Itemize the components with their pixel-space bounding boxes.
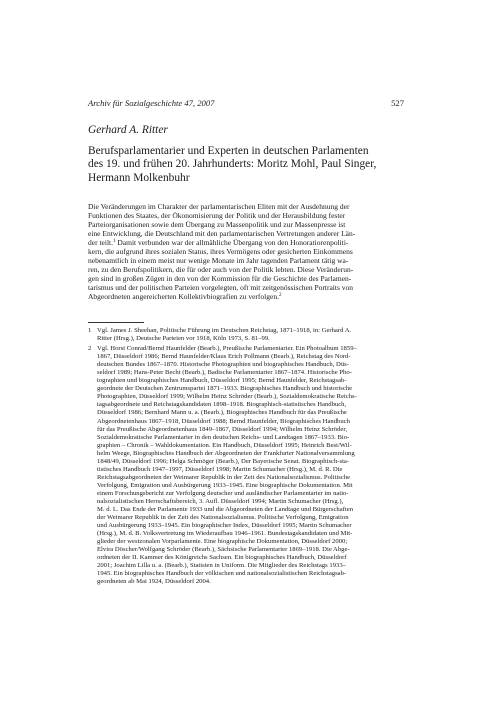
footnote-text: (Hrsg.), M. d. B. Volksvertretung im Wiederaufbau 1946–1961. Bundestagskandidaten und Mit- bbox=[97, 530, 353, 538]
article-title bbox=[88, 145, 406, 185]
title-line: Berufsparlamentarier und Experten in deutschen Parlamenten bbox=[88, 145, 369, 157]
page-number: 527 bbox=[391, 98, 404, 108]
footnote-text: seldorf 1989; Hans-Peter Becht (Bearb.), Badische Parlamentarier 1867–1874. Historische Pho- bbox=[97, 369, 352, 377]
footnote-line bbox=[88, 554, 406, 562]
footnote-line bbox=[88, 385, 406, 393]
footnote-line bbox=[88, 562, 406, 570]
footnote-2 bbox=[88, 345, 406, 586]
footnote-line bbox=[88, 514, 406, 522]
footnote-text: nalsozialistischen Herrschaftsbereich, 3. Aufl. Düsseldorf 1994; Martin Schumacher (Hrsg.), bbox=[97, 497, 344, 505]
footnote-line bbox=[88, 401, 406, 409]
footnote-line bbox=[88, 530, 406, 538]
footnote-line bbox=[88, 361, 406, 369]
body-line bbox=[88, 238, 406, 247]
footnote-text: 1945. Ein biographisches Handbuch der völkischen und nationalsozialistischen Reichstagsab- bbox=[97, 570, 347, 578]
footnote-line bbox=[88, 466, 406, 474]
body-paragraph bbox=[88, 202, 406, 301]
footnote-line bbox=[88, 345, 406, 353]
footnote-line bbox=[88, 353, 406, 361]
body-text: Abgeordneten angereicherten Kollektivbiografien zu verfolgen. bbox=[88, 292, 279, 301]
footnote-separator bbox=[88, 322, 144, 323]
footnote-line bbox=[88, 369, 406, 377]
footnote-line bbox=[88, 442, 406, 450]
footnote-number: 1 bbox=[88, 327, 92, 334]
footnote-text: ordneten der II. Kammer des Königreichs Sachsen. Ein biographisches Handbuch, Düsseldorf bbox=[97, 554, 347, 562]
footnote-line bbox=[88, 482, 406, 490]
footnote-line bbox=[88, 434, 406, 442]
footnote-line bbox=[88, 474, 406, 482]
footnote-ref-1[interactable]: 1 bbox=[113, 239, 116, 244]
footnote-text: tagsabgeordnete und Reichstagskandidaten 1898–1918. Biographisch-statistisches Handbuch, bbox=[97, 401, 347, 409]
footnote-line bbox=[88, 377, 406, 385]
footnote-text: tistisches Handbuch 1947–1997, Düsseldorf 1998; Martin Schumacher (Hrsg.), M. d. R. Die bbox=[97, 465, 343, 473]
footnote-line bbox=[88, 458, 406, 466]
footnote-text: Sozialdemokratische Parlamentarier in den deutschen Reichs- und Landtagen 1867–1933. Bio- bbox=[97, 433, 350, 441]
footnote-1 bbox=[88, 327, 406, 343]
footnote-text: graphien – Chronik – Wahldokumentation. Ein Handbuch, Düsseldorf 1995; Heinrich Best/Wil- bbox=[97, 441, 352, 449]
footnote-line bbox=[88, 570, 406, 578]
footnote-text: glieder der westzonalen Vorparlamente. Eine biographische Dokumentation, Düsseldorf 2000; bbox=[97, 538, 348, 546]
body-line: Die Veränderungen im Charakter der parlamentarischen Eliten mit der Ausdehnung der bbox=[88, 202, 350, 211]
body-line: nebenamtlich in einem meist nur wenige Monate im Jahr tagenden Parlament tätig wa- bbox=[88, 256, 349, 265]
footnote-text: Elvira Döscher/Wolfgang Schröder (Bearb.), Sächsische Parlamentarier 1869–1918. Die Abge- bbox=[97, 546, 350, 554]
body-line: Funktionen des Staates, der Ökonomisierung der Politik und der Herausbildung fester bbox=[88, 211, 346, 220]
title-line: Hermann Molkenbuhr bbox=[88, 171, 190, 184]
footnote-text: geordnete der Deutschen Zentrumspartei 1871–1933. Biographisches Handbuch und historische bbox=[97, 385, 353, 393]
footnote-text: Abgeordnetenhaus 1867–1918, Düsseldorf 1988; Bernd Haunfelder, Biographisches Handbuch bbox=[97, 417, 350, 425]
footnote-line bbox=[88, 578, 406, 586]
footnote-line bbox=[88, 538, 406, 546]
footnote-line bbox=[88, 546, 406, 554]
footnote-line bbox=[88, 335, 406, 343]
footnote-line bbox=[88, 327, 406, 335]
footnote-text: deutschen Bundes 1867–1870. Historische Photographien und biographisches Handbuch, Düs- bbox=[97, 361, 349, 369]
footnote-line bbox=[88, 426, 406, 434]
body-line: Parteiorganisationen sowie dem Übergang zu Massenpolitik und zur Massenpresse ist bbox=[88, 220, 346, 229]
footnote-text: Vgl. James J. Sheehan, Politische Führung im Deutschen Reichstag, 1871–1918, in: Gerhard A. bbox=[97, 327, 352, 334]
footnote-line bbox=[88, 450, 406, 458]
footnote-text: Vgl. Horst Conrad/Bernd Haunfelder (Bearb.), Preußische Parlamentarier. Ein Photoalbum 1859– bbox=[97, 345, 357, 353]
footnote-text: 1867, Düsseldorf 1986; Bernd Haunfelder/Klaus Erich Pollmann (Bearb.), Reichstag des Nord- bbox=[97, 353, 351, 361]
footnote-text: Photographien, Düsseldorf 1999; Wilhelm Heinz Schröder (Bearb.), Sozialdemokratische Reichs- bbox=[97, 393, 357, 401]
footnote-text: helm Weege, Biographisches Handbuch der Abgeordneten der Frankfurter Nationalversammlung bbox=[97, 449, 355, 457]
body-line: tarismus und der politischen Parteien vorgelegten, oft mit zeitgenössischen Portraits von bbox=[88, 283, 354, 292]
footnote-line bbox=[88, 393, 406, 401]
body-line: ren, zu den Berufspolitikern, die für oder auch von der Politik lebten. Diese Veränderun- bbox=[88, 265, 354, 274]
footnote-line bbox=[88, 490, 406, 498]
footnote-text: M. d. L. Das Ende der Parlamente 1933 und die Abgeordneten der Landtage und Bürgerschaften bbox=[97, 506, 354, 514]
body-text: der teilt. bbox=[88, 238, 113, 247]
body-line: gen sind in großen Zügen in den von der Kommission für die Geschichte des Parlamen- bbox=[88, 274, 352, 283]
footnote-line bbox=[88, 522, 406, 530]
article-author: Gerhard A. Ritter bbox=[88, 124, 168, 136]
journal-citation: Archiv für Sozialgeschichte 47, 2007 bbox=[88, 98, 215, 108]
footnote-text: 1848/49, Düsseldorf 1996; Helga Schmöger (Bearb.), Der Bayerische Senat. Biographisch-sta- bbox=[97, 457, 350, 465]
footnote-text: Verfolgung, Emigration und Ausbürgerung 1933–1945. Eine biographische Dokumentation. Mit bbox=[97, 481, 353, 489]
footnote-text: Reichstagsabgeordneten der Weimarer Republik in der Zeit des Nationalsozialismus. Politische bbox=[97, 473, 351, 481]
footnote-ref-2[interactable]: 2 bbox=[278, 293, 282, 298]
footnote-line bbox=[88, 418, 406, 426]
footnote-text: 2001; Joachim Lilla u. a. (Bearb.), Statisten in Uniform. Die Mitglieder des Reichstags 1933– bbox=[97, 562, 346, 570]
footnote-number: 2 bbox=[88, 345, 92, 353]
body-line bbox=[88, 292, 406, 301]
footnote-text: der Weimarer Republik in der Zeit des Nationalsozialismus. Politische Verfolgung, Emigration bbox=[97, 514, 349, 522]
footnote-text: geordneten ab Mai 1924, Düsseldorf 2004. bbox=[97, 578, 211, 586]
footnote-text: einem Forschungsbericht zur Verfolgung deutscher und ausländischer Parlamentarier im natio- bbox=[97, 489, 349, 497]
body-line: eine Entwicklung, die Deutschland mit den parlamentarischen Vertretungen anderer Län- bbox=[88, 229, 356, 238]
body-line: kern, die aufgrund ihres sozialen Status, ihres Vermögens oder gesicherten Einkommens bbox=[88, 247, 353, 256]
footnote-text: und Ausbürgerung 1933–1945. Ein biographischer Index, Düsseldorf 1995; Martin Schumacher bbox=[97, 522, 352, 530]
title-line: des 19. und frühen 20. Jahrhunderts: Moritz Mohl, Paul Singer, bbox=[88, 158, 377, 171]
footnote-line bbox=[88, 498, 406, 506]
footnote-text: Düsseldorf 1986; Bernhard Mann u. a. (Bearb.), Biographisches Handbuch für das Preußische bbox=[97, 409, 347, 417]
footnote-line bbox=[88, 409, 406, 417]
body-text: Damit verbunden war der allmähliche Übergang von den Honoratiorenpoliti- bbox=[117, 238, 349, 247]
footnote-text: Ritter (Hrsg.), Deutsche Parteien vor 1918, Köln 1973, S. 81–99. bbox=[97, 335, 270, 343]
footnotes bbox=[88, 327, 406, 587]
footnote-text: tographien und biographisches Handbuch, Düsseldorf 1995; Bernd Haunfelder, Reichstagsab- bbox=[97, 377, 347, 385]
footnote-text: für das Preußische Abgeordnetenhaus 1849–1867, Düsseldorf 1994; Wilhelm Heinz Schröder, bbox=[97, 425, 347, 433]
footnote-line bbox=[88, 506, 406, 514]
